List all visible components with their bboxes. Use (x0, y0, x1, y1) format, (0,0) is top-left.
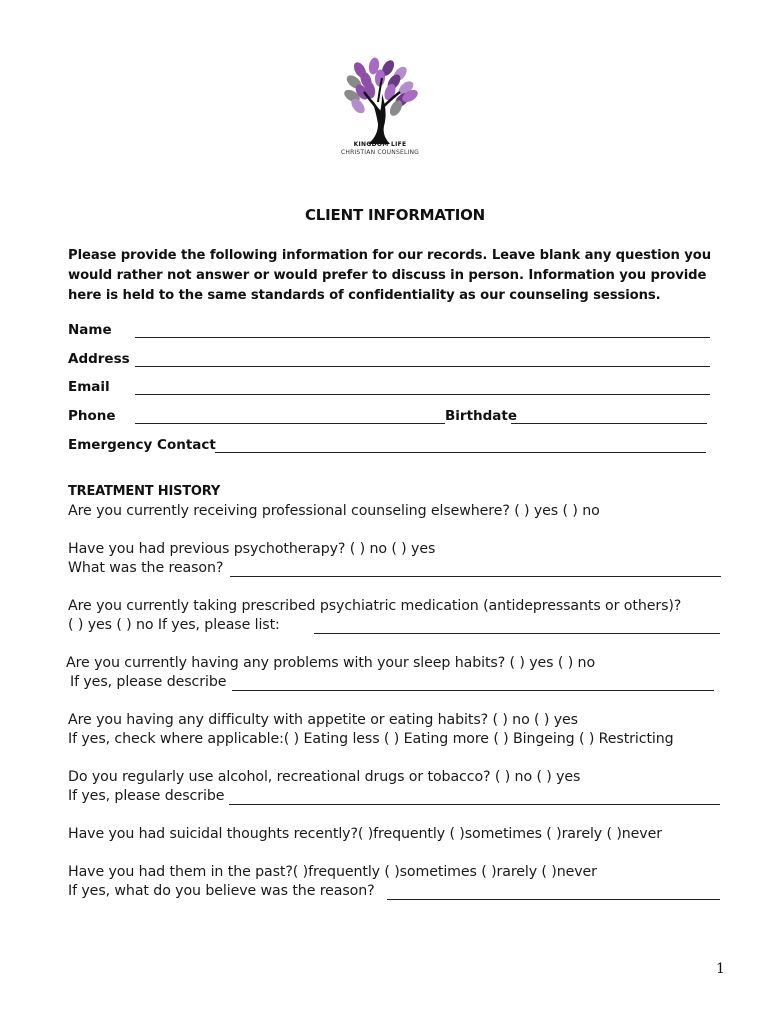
email-label: Email (68, 379, 110, 395)
phone-label: Phone (68, 408, 116, 424)
intro-line: would rather not answer or would prefer to discuss in person. Information you provide (68, 268, 707, 283)
medication-list-field[interactable] (314, 633, 720, 634)
suicidal-reason-label: If yes, what do you believe was the reason? (68, 883, 375, 899)
question-medication: Are you currently taking prescribed psychiatric medication (antidepressants or others)? (68, 598, 682, 614)
name-field[interactable] (135, 337, 710, 338)
emergency-contact-field[interactable] (215, 452, 706, 453)
appetite-options: If yes, check where applicable:( ) Eating less ( ) Eating more ( ) Bingeing ( ) Restricting (68, 731, 674, 747)
intro-line: here is held to the same standards of confidentiality as our counseling sessions. (68, 288, 661, 303)
question-appetite: Are you having any difficulty with appetite or eating habits? ( ) no ( ) yes (68, 712, 578, 728)
question-suicidal-past: Have you had them in the past?( )frequently ( )sometimes ( )rarely ( )never (68, 864, 597, 880)
question-sleep: Are you currently having any problems with your sleep habits? ( ) yes ( ) no (66, 655, 596, 671)
emergency-contact-label: Emergency Contact (68, 437, 216, 453)
question-substances: Do you regularly use alcohol, recreational drugs or tobacco? ( ) no ( ) yes (68, 769, 581, 785)
birthdate-field[interactable] (511, 423, 707, 424)
substances-describe-field[interactable] (229, 804, 720, 805)
name-label: Name (68, 322, 112, 338)
treatment-history-heading: TREATMENT HISTORY (68, 484, 221, 499)
logo-line-2: CHRISTIAN COUNSELING (340, 149, 420, 156)
intro-line: Please provide the following information for our records. Leave blank any question you (68, 248, 712, 263)
intro-paragraph (68, 246, 711, 306)
question-counseling: Are you currently receiving professional counseling elsewhere? ( ) yes ( ) no (68, 503, 600, 519)
question-psychotherapy: Have you had previous psychotherapy? ( ) no ( ) yes (68, 541, 436, 557)
birthdate-label: Birthdate (445, 408, 518, 424)
address-label: Address (68, 351, 130, 367)
substances-describe-label: If yes, please describe (68, 788, 225, 804)
page-title: CLIENT INFORMATION (305, 206, 485, 224)
question-suicidal-recent: Have you had suicidal thoughts recently?( )frequently ( )sometimes ( )rarely ( )never (68, 826, 662, 842)
suicidal-reason-field[interactable] (387, 899, 720, 900)
sleep-describe-field[interactable] (232, 690, 714, 691)
phone-field[interactable] (135, 423, 445, 424)
logo-line-1: KINGDOM LIFE (353, 141, 407, 148)
email-field[interactable] (135, 394, 710, 395)
page-number: 1 (716, 961, 725, 977)
sleep-describe-label: If yes, please describe (70, 674, 227, 690)
psychotherapy-reason-label: What was the reason? (68, 560, 224, 576)
address-field[interactable] (135, 366, 710, 367)
psychotherapy-reason-field[interactable] (230, 576, 721, 577)
medication-list-label: ( ) yes ( ) no If yes, please list: (68, 617, 280, 633)
